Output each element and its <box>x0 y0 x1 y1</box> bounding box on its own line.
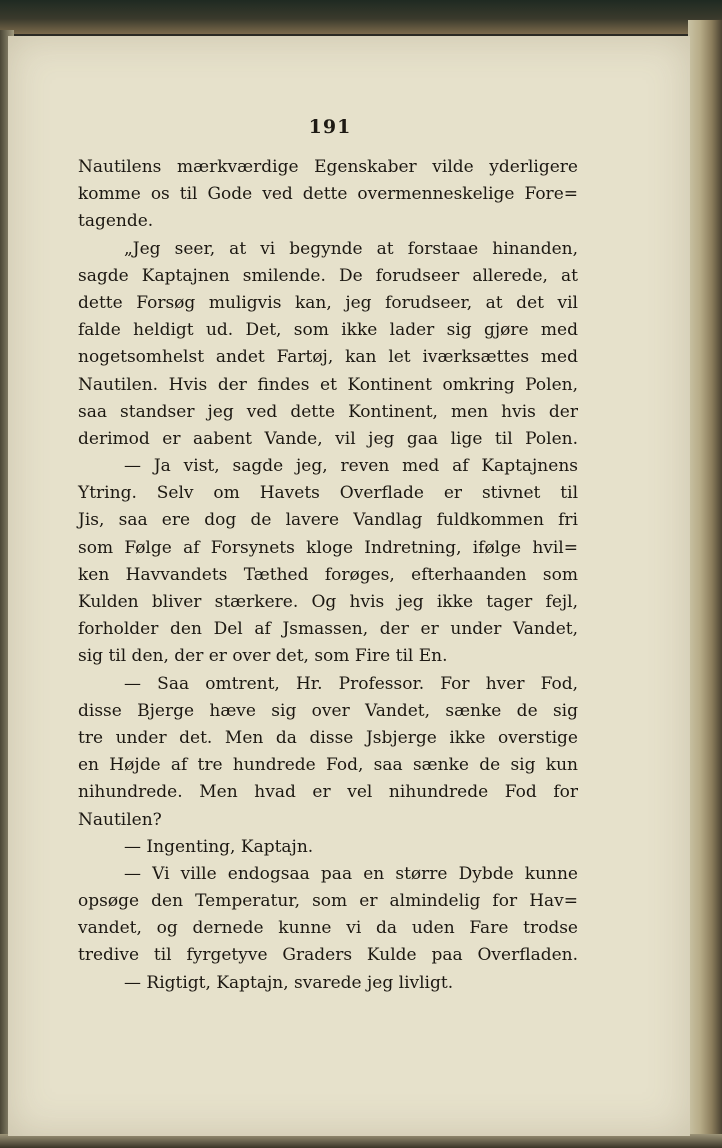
text-line: forholder den Del af Jsmassen, der er under Vandet, <box>78 619 578 640</box>
text-line: Nautilens mærkværdige Egenskaber vilde yderligere <box>78 157 578 177</box>
text-line: disse Bjerge hæve sig over Vandet, sænke de sig <box>78 700 578 721</box>
text-line: — Saa omtrent, Hr. Professor. For hver Fod, <box>124 673 578 694</box>
text-line: Ytring. Selv om Havets Overflade er stivnet til <box>78 483 578 504</box>
text-line: „Jeg seer, at vi begynde at forstaae hinanden, <box>124 238 578 259</box>
text-line: Nautilen? <box>78 809 162 830</box>
text-line: ken Havvandets Tæthed forøges, efterhaanden som <box>78 564 578 585</box>
page-number: 191 <box>308 116 352 138</box>
text-line: Nautilen. Hvis der findes et Kontinent omkring Polen, <box>78 374 578 395</box>
text-line: tre under det. Men da disse Jsbjerge ikke overstige <box>78 727 578 748</box>
book-top-edge <box>0 0 722 34</box>
text-line: tredive til fyrgetyve Graders Kulde paa Overfladen. <box>78 945 578 966</box>
text-line: som Følge af Forsynets kloge Indretning, ifølge hvil= <box>78 537 578 558</box>
text-line: sagde Kaptajnen smilende. De forudseer allerede, at <box>78 265 578 286</box>
text-line: Kulden bliver stærkere. Og hvis jeg ikke tager fejl, <box>78 592 578 612</box>
text-line: nihundrede. Men hvad er vel nihundrede Fod for <box>78 782 578 803</box>
text-line: komme os til Gode ved dette overmenneskelige Fore= <box>78 184 578 205</box>
text-line: en Højde af tre hundrede Fod, saa sænke de sig kun <box>78 755 578 776</box>
body-text <box>78 154 578 997</box>
text-line: tagende. <box>78 211 154 232</box>
book-bottom-edge <box>0 1134 722 1148</box>
text-line: opsøge den Temperatur, som er almindelig for Hav= <box>78 891 578 912</box>
text-line: Jis, saa ere dog de lavere Vandlag fuldkommen fri <box>78 510 578 531</box>
text-line: — Ingenting, Kaptajn. <box>124 836 314 857</box>
text-line: falde heldigt ud. Det, som ikke lader sig gjøre med <box>78 320 578 341</box>
text-line: — Ja vist, sagde jeg, reven med af Kaptajnens <box>124 456 578 477</box>
text-line: saa standser jeg ved dette Kontinent, men hvis der <box>78 401 578 422</box>
text-line: vandet, og dernede kunne vi da uden Fare trodse <box>78 918 578 939</box>
book-page-edges <box>688 20 722 1148</box>
text-line: — Rigtigt, Kaptajn, svarede jeg livligt. <box>124 972 454 993</box>
text-line: derimod er aabent Vande, vil jeg gaa lige til Polen. <box>78 428 578 449</box>
text-line: — Vi ville endogsaa paa en større Dybde kunne <box>124 863 578 884</box>
text-line: dette Forsøg muligvis kan, jeg forudseer, at det vil <box>78 292 578 313</box>
book-page <box>8 36 690 1136</box>
text-line: sig til den, der er over det, som Fire til En. <box>78 646 448 667</box>
text-line: nogetsomhelst andet Fartøj, kan let iværksættes med <box>78 347 578 368</box>
